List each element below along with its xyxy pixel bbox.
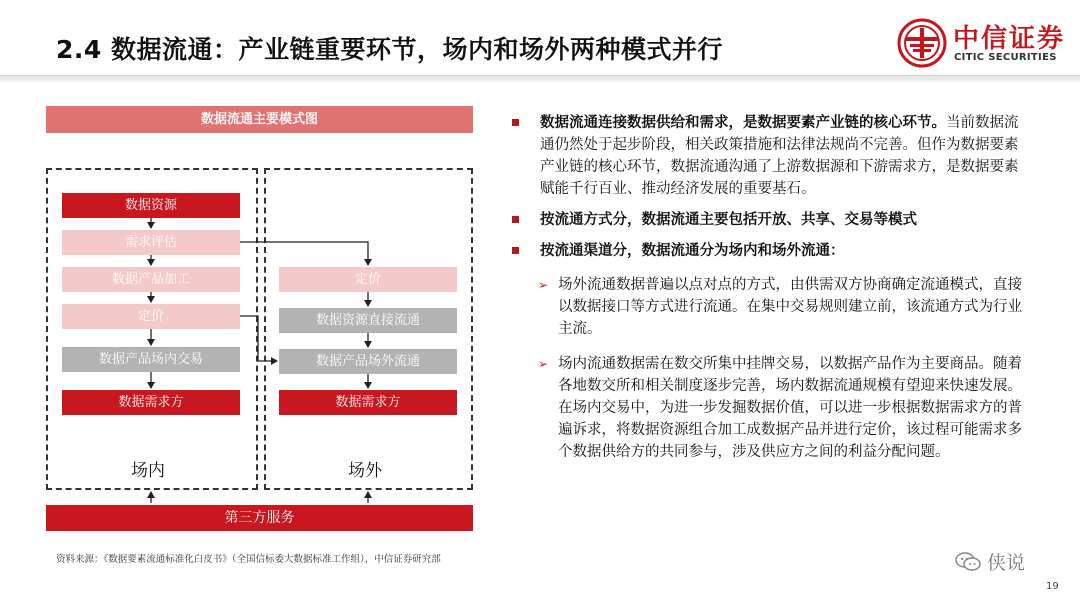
- diagram-header: 数据流通主要模式图: [46, 106, 473, 133]
- wechat-icon: [955, 552, 981, 572]
- logo-en-text: CITIC SECURITIES: [954, 52, 1057, 63]
- inside-box-product-processing: 数据产品加工: [62, 267, 240, 292]
- bullet-marker: [512, 216, 519, 223]
- title-divider: [0, 75, 1080, 82]
- citic-logo: [897, 16, 1067, 70]
- watermark-text: 侠说: [987, 552, 1026, 574]
- outside-box-offexchange-flow: 数据产品场外流通: [279, 349, 457, 374]
- bullet-marker: [512, 247, 519, 254]
- citic-logo-icon: [897, 18, 947, 68]
- zone-outside-label: 场外: [348, 461, 382, 481]
- third-party-service-bar: 第三方服务: [46, 505, 473, 531]
- bullet-bold-text: 数据流通连接数据供给和需求，是数据要素产业链的核心环节。: [540, 115, 946, 131]
- inside-box-demand-assessment: 需求评估: [62, 230, 240, 255]
- sub-bullet-item: [512, 274, 1032, 340]
- page-title: 2.4 数据流通：产业链重要环节，场内和场外两种模式并行: [56, 35, 723, 64]
- inside-box-pricing: 定价: [62, 304, 240, 329]
- sub-bullet-marker: ➢: [538, 278, 549, 292]
- bullet-list: [512, 112, 1032, 463]
- bullet-text: 当前数据流通仍然处于起步阶段，相关政策措施和法律法规尚不完善。但作为数据要素产业链的核心环节，数据流通沟通了上游数据源和下游需求方，是数据要素赋能千行百业、推动经济发展的重要基石。: [540, 115, 1019, 197]
- outside-box-direct-flow: 数据资源直接流通: [279, 308, 457, 333]
- bullet-marker: [512, 119, 519, 126]
- watermark: [955, 548, 1025, 575]
- sub-bullet-marker: ➢: [538, 357, 549, 371]
- source-note: 资料来源：《数据要素流通标准化白皮书》（全国信标委大数据标准工作组），中信证券研究部: [56, 554, 441, 565]
- inside-box-data-resource: 数据资源: [62, 193, 240, 218]
- sub-bullet-text: 场内流通数据需在数交所集中挂牌交易，以数据产品作为主要商品。随着各地数交所和相关制度逐步完善，场内数据流通规模有望迎来快速发展。在场内交易中，为进一步发掘数据价值，可以进一步根据数据需求方的普遍诉求，将数据资源组合加工成数据产品并进行定价，该过程可能需求多个数据供给方的共同参与，涉及供应方之间的利益分配问题。: [558, 356, 1022, 460]
- zone-inside-label: 场内: [131, 461, 165, 481]
- bullet-item: [512, 209, 1032, 231]
- sub-bullet-item: [512, 353, 1032, 463]
- page-number: 19: [1046, 581, 1059, 592]
- outside-box-pricing: 定价: [279, 267, 457, 292]
- outside-box-demand-side: 数据需求方: [279, 390, 457, 415]
- inside-box-demand-side: 数据需求方: [62, 390, 240, 415]
- bullet-bold-text: 按流通渠道分，数据流通分为场内和场外流通：: [540, 243, 845, 259]
- bullet-item: [512, 112, 1032, 200]
- sub-bullet-text: 场外流通数据普遍以点对点的方式，由供需双方协商确定流通模式，直接以数据接口等方式进行流通。在集中交易规则建立前，该流通方式为行业主流。: [558, 277, 1022, 337]
- inside-box-onexchange-trade: 数据产品场内交易: [62, 347, 240, 372]
- bullet-item: [512, 240, 1032, 262]
- bullet-bold-text: 按流通方式分，数据流通主要包括开放、共享、交易等模式: [540, 212, 917, 228]
- logo-cn-text: 中信证券: [953, 24, 1066, 54]
